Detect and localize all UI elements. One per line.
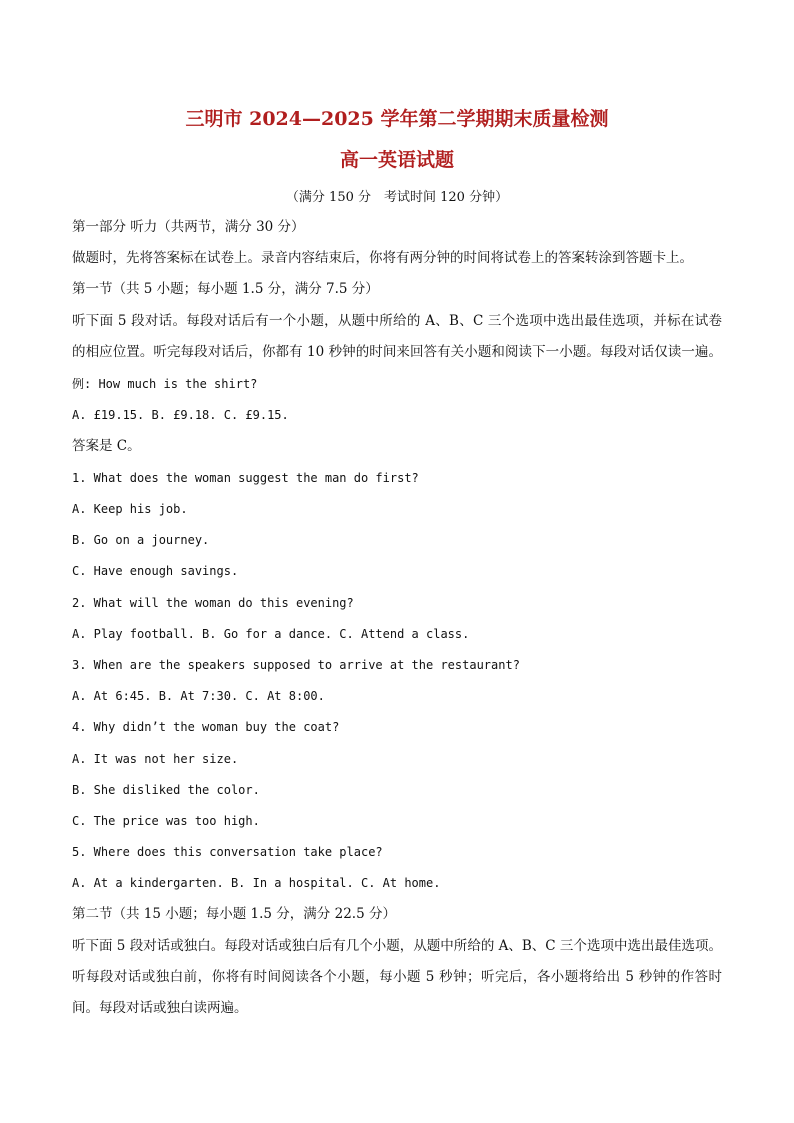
question-2-options: A. Play football. B. Go for a dance. C. Attend a class.: [72, 627, 470, 641]
question-2: 2. What will the woman do this evening?: [72, 596, 354, 610]
example-question: 例: How much is the shirt?: [72, 377, 258, 391]
example-answer: 答案是 C。: [72, 438, 141, 454]
section2-instruction-line1: 听下面 5 段对话或独白。每段对话或独白后有几个小题，从题中所给的 A、B、C 三个选项中选出最佳选项。: [72, 938, 722, 954]
question-4: 4. Why didn’t the woman buy the coat?: [72, 720, 340, 734]
question-1-option-c: C. Have enough savings.: [72, 564, 239, 578]
exam-title: 三明市 2024—2025 学年第二学期期末质量检测: [185, 108, 609, 130]
section1-instruction-line2: 的相应位置。听完每段对话后，你都有 10 秒钟的时间来回答有关小题和阅读下一小题。每段对话仅读一遍。: [72, 344, 722, 360]
question-5-options: A. At a kindergarten. B. In a hospital. C. At home.: [72, 876, 441, 890]
question-5: 5. Where does this conversation take place?: [72, 845, 383, 859]
question-1: 1. What does the woman suggest the man do first?: [72, 471, 419, 485]
example-options: A. £19.15. B. £9.18. C. £9.15.: [72, 408, 289, 422]
question-4-option-a: A. It was not her size.: [72, 752, 239, 766]
question-4-option-b: B. She disliked the color.: [72, 783, 260, 797]
question-3-options: A. At 6:45. B. At 7:30. C. At 8:00.: [72, 689, 325, 703]
section2-instruction-line2: 听每段对话或独白前，你将有时间阅读各个小题，每小题 5 秒钟；听完后，各小题将给出 5 秒钟的作答时: [72, 969, 722, 985]
exam-info: （满分 150 分 考试时间 120 分钟）: [285, 190, 509, 205]
question-3: 3. When are the speakers supposed to arrive at the restaurant?: [72, 658, 520, 672]
section2-heading: 第二节（共 15 小题；每小题 1.5 分，满分 22.5 分）: [72, 906, 396, 922]
question-1-option-b: B. Go on a journey.: [72, 533, 210, 547]
section2-instruction-line3: 间。每段对话或独白读两遍。: [72, 1000, 248, 1016]
section1-instruction-line1: 听下面 5 段对话。每段对话后有一个小题，从题中所给的 A、B、C 三个选项中选出最佳选项，并标在试卷: [72, 313, 722, 329]
exam-subtitle: 高一英语试题: [339, 149, 454, 171]
question-1-option-a: A. Keep his job.: [72, 502, 188, 516]
part1-instruction: 做题时，先将答案标在试卷上。录音内容结束后，你将有两分钟的时间将试卷上的答案转涂到答题卡上。: [72, 250, 693, 266]
part1-heading: 第一部分 听力（共两节，满分 30 分）: [72, 219, 305, 235]
section1-heading: 第一节（共 5 小题；每小题 1.5 分，满分 7.5 分）: [72, 281, 379, 297]
question-4-option-c: C. The price was too high.: [72, 814, 260, 828]
